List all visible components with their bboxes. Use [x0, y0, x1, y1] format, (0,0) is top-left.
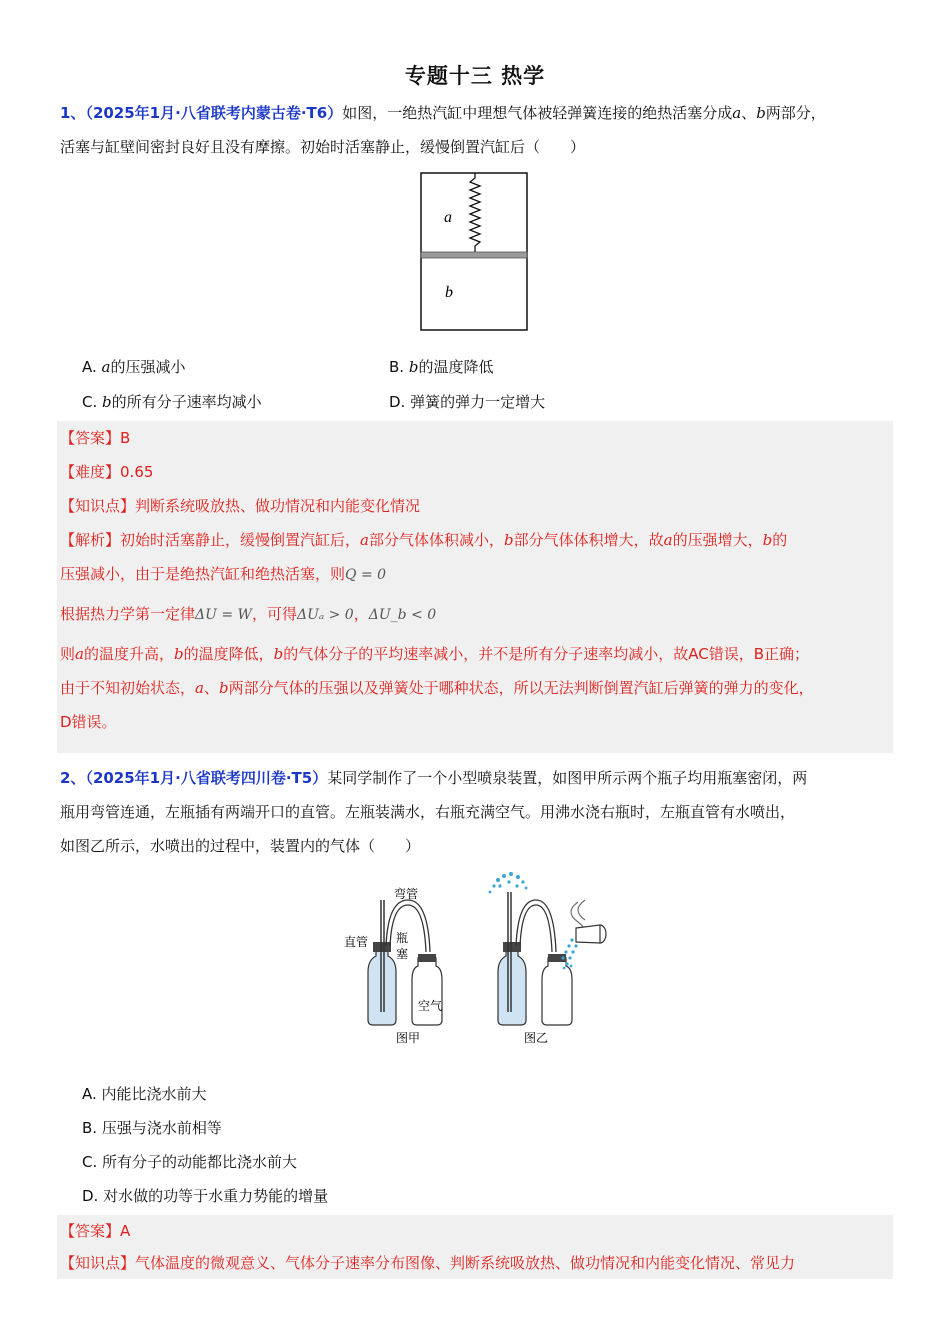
piston — [421, 252, 527, 258]
label-air: 空气 — [418, 999, 443, 1013]
q1-analysis-line6: D错误。 — [60, 713, 117, 731]
page-title: 专题十三 热学 — [404, 64, 546, 88]
label-a: a — [444, 209, 452, 226]
q1-knowledge: 【知识点】判断系统吸放热、做功情况和内能变化情况 — [60, 497, 421, 515]
question-1-number: 1、 — [60, 104, 86, 122]
q1-option-d[interactable]: D. 弹簧的弹力一定增大 — [389, 393, 546, 411]
q1-answer: 【答案】B — [60, 429, 131, 447]
question-1-source: （2025年1月·八省联考内蒙古卷·T6） — [85, 104, 343, 122]
figure-a — [344, 886, 442, 1045]
q1-analysis-line3: 根据热力学第一定律ΔU = W，可得ΔUₐ > 0，ΔU_b < 0 — [60, 605, 437, 623]
q1-analysis-line4: 则a的温度升高，b的温度降低，b的气体分子的平均速率减小，并不是所有分子速率均减小，故AC错误，B正确； — [60, 645, 809, 663]
question-2-stem: 2、（2025年1月·八省联考四川卷·T5）某同学制作了一个小型喷泉装置，如图甲所示两个瓶子均用瓶塞密闭，两 瓶用弯管连通，左瓶插有两端开口的直管。左瓶装满水，右瓶充满空气。用沸水浇右瓶时，左瓶直管有水喷出， 如图乙所示，水喷出的过程中，装置内的气体（ ） — [60, 761, 895, 863]
fountain-figure — [338, 872, 614, 1048]
math-delta-ub: ΔU_b < 0 — [368, 607, 437, 623]
math-delta-ua: ΔUₐ > 0 — [296, 607, 354, 623]
q1-analysis-line5: 由于不知初始状态，a、b两部分气体的压强以及弹簧处于哪种状态，所以无法判断倒置汽缸后弹簧的弹力的变化， — [60, 679, 814, 697]
kettle-spout — [576, 925, 606, 943]
figure-b — [489, 872, 606, 1045]
q1-option-a[interactable]: A. a的压强减小 — [82, 358, 186, 376]
q1-answer-block — [57, 421, 893, 753]
q1-analysis-line1: 【解析】初始时活塞静止，缓慢倒置汽缸后，a部分气体体积减小，b部分气体体积增大，故a的压强增大，b的 — [60, 531, 788, 549]
math-first-law: ΔU = W — [195, 607, 252, 623]
q2-option-d[interactable]: D. 对水做的功等于水重力势能的增量 — [82, 1187, 329, 1205]
q1-difficulty: 【难度】0.65 — [60, 463, 154, 481]
label-fig-a: 图甲 — [396, 1031, 421, 1045]
cylinder-figure — [418, 170, 532, 334]
var-b: b — [756, 104, 766, 122]
q1-analysis-line2: 压强减小，由于是绝热汽缸和绝热活塞，则Q = 0 — [60, 565, 387, 583]
question-1-stem-line2: 活塞与缸壁间密封良好且没有摩擦。初始时活塞静止，缓慢倒置汽缸后（ ） — [60, 138, 586, 156]
q1-option-b[interactable]: B. b的温度降低 — [389, 358, 494, 376]
q2-answer-block — [57, 1215, 893, 1279]
q2-knowledge: 【知识点】气体温度的微观意义、气体分子速率分布图像、判断系统吸放热、做功情况和内能变化情况、常见力 — [60, 1254, 796, 1272]
question-2-stem-line2: 瓶用弯管连通，左瓶插有两端开口的直管。左瓶装满水，右瓶充满空气。用沸水浇右瓶时，左瓶直管有水喷出， — [60, 803, 796, 821]
q2-option-a[interactable]: A. 内能比浇水前大 — [82, 1085, 207, 1103]
question-2-stem-line3: 如图乙所示，水喷出的过程中，装置内的气体（ ） — [60, 837, 421, 855]
q2-option-b[interactable]: B. 压强与浇水前相等 — [82, 1119, 222, 1137]
question-1-stem — [60, 96, 895, 164]
label-bent-tube: 弯管 — [394, 887, 419, 901]
var-a: a — [732, 104, 742, 122]
question-1-stem-line1: 如图，一绝热汽缸中理想气体被轻弹簧连接的绝热活塞分成 — [342, 104, 733, 122]
math-q-zero: Q = 0 — [345, 567, 387, 583]
question-2-source: （2025年1月·八省联考四川卷·T5） — [85, 769, 328, 787]
water-spray — [489, 872, 528, 893]
label-straight-tube: 直管 — [344, 935, 369, 949]
separator: 、 — [741, 104, 757, 122]
label-fig-b: 图乙 — [524, 1031, 549, 1045]
label-stopper-1: 瓶 — [396, 931, 409, 945]
question-1-stem-line1b: 两部分， — [765, 104, 826, 122]
q2-option-c[interactable]: C. 所有分子的动能都比浇水前大 — [82, 1153, 298, 1171]
q2-answer: 【答案】A — [60, 1222, 131, 1240]
label-b: b — [445, 284, 453, 301]
q1-option-c[interactable]: C. b的所有分子速率均减小 — [82, 393, 262, 411]
question-2-number: 2、 — [60, 769, 86, 787]
label-stopper-2: 塞 — [396, 947, 409, 961]
